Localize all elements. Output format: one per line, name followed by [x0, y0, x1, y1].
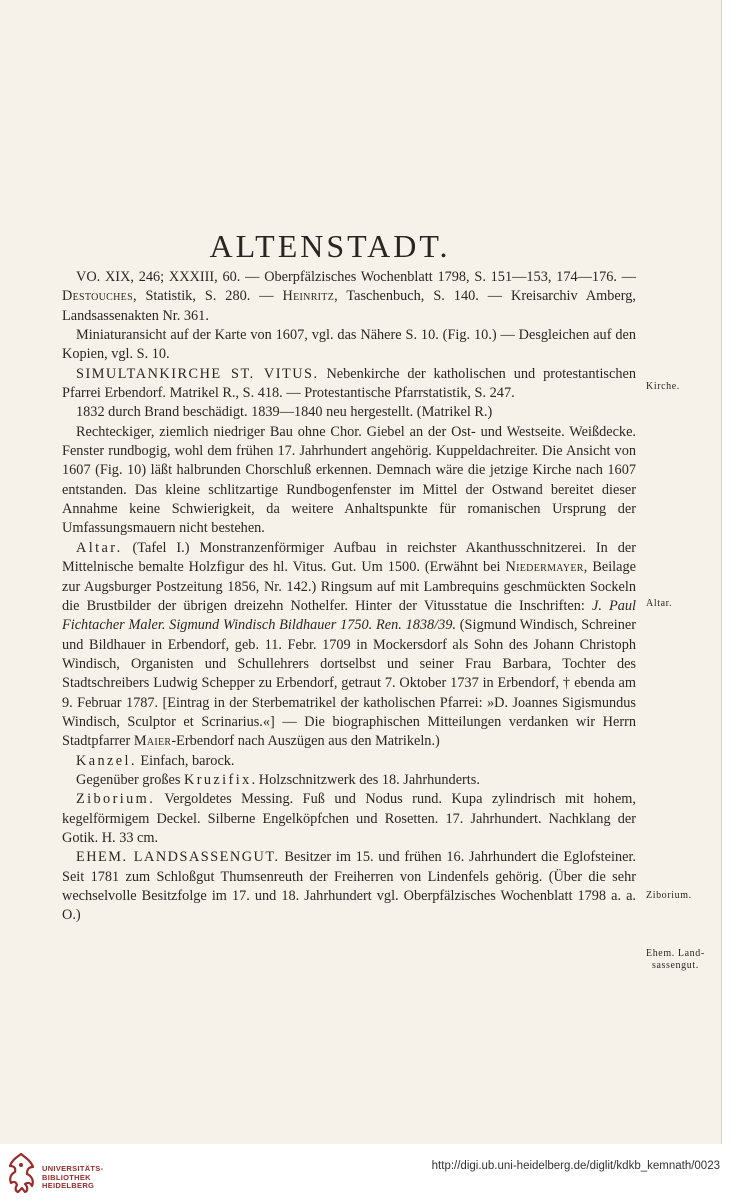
- section-heading: SIMULTANKIRCHE ST. VITUS.: [76, 365, 319, 382]
- body-text: [62, 268, 636, 926]
- paragraph-crucifix: Gegenüber großes Kruzifix. Holzschnitzwerk des 18. Jahrhunderts.: [76, 771, 480, 788]
- section-heading: Kruzifix: [183, 771, 252, 788]
- paragraph-miniature: Miniaturansicht auf der Karte von 1607, vgl. das Nähere S. 10. (Fig. 10.) — Desgleichen auf den Kopien, vgl. S. 10.: [62, 327, 636, 363]
- paragraph-ciborium: Ziborium. Vergoldetes Messing. Fuß und Nodus rund. Kupa zylindrisch mit hohem, kegelförmigem Deckel. Silberne Engelköpfchen und Rosetten. 17. Jahrhundert. Nachklang der Gotik. H. 33 cm.: [62, 791, 636, 846]
- margin-note-altar: Altar.: [646, 598, 673, 609]
- section-heading: Kanzel.: [76, 752, 137, 769]
- footer-bar: [0, 1144, 730, 1200]
- heidelberg-lion-emblem-icon: [6, 1152, 36, 1194]
- margin-note-landsassengut: Ehem. Land- sassengut.: [646, 948, 705, 971]
- library-logo[interactable]: [6, 1152, 146, 1194]
- page-title: ALTENSTADT.: [209, 228, 451, 264]
- paragraph-altar: Altar. (Tafel I.) Monstranzenförmiger Aufbau in reichster Akanthusschnitzerei. In der Mittelnische bemalte Holzfigur des hl. Vitus. Gut. Um 1500. (Erwähnt bei Niedermayer, Beilage zur Augsburger Postzeitung 1856, Nr. 142.) Ringsum auf mit Lambrequins geschmückten Sockeln die Brustbilder der übrigen dreizehn Nothelfer. Hinter der Vitusstatue die Inschriften: J. Paul Fichtacher Maler. Sigmund Windisch Bildhauer 1750. Ren. 1838/39. (Sigmund Windisch, Schreiner und Bildhauer in Erbendorf, geb. 11. Febr. 1709 in Mockersdorf als Sohn des Johann Christoph Windisch, Organisten und Schullehrers dortselbst und seiner Frau Barbara, Tochter des Stadtschreibers Ludwig Schepper zu Erbendorf, getraut 7. Oktober 1737 in Erbendorf, † ebenda am 9. Februar 1787. [Eintrag in der Sterbematrikel der katholischen Pfarrei: »D. Joannes Sigismundus Windisch, Sculptor et Scrinarius.«] — Die biographischen Mitteilungen verdanken wir Herrn Stadtpfarrer Maier-Erbendorf nach Auszügen aus den Matrikeln.): [62, 539, 637, 750]
- section-heading: Ziborium.: [76, 791, 156, 808]
- author-name: Niedermayer: [505, 559, 584, 576]
- author-name: Heinritz: [282, 288, 335, 305]
- section-heading: Altar.: [76, 539, 123, 556]
- library-name: UNIVERSITÄTS- BIBLIOTHEK HEIDELBERG: [42, 1164, 104, 1191]
- author-name: Maier: [133, 733, 172, 750]
- margin-note-kirche: Kirche.: [646, 381, 680, 392]
- paragraph-building: Rechteckiger, ziemlich niedriger Bau ohne Chor. Giebel an der Ost- und Westseite. Weißdecke. Fenster rundbogig, wohl dem frühen 17. Jahrhundert angehörig. Kuppeldachreiter. Die Ansicht von 1607 (Fig. 10) läßt halbrunden Chorschluß erkennen. Demnach wäre die jetzige Kirche nach 1607 entstanden. Das kleine schlitzartige Rundbogenfenster im Mittel der Ostwand bereitet dieser Annahme keine Schwierigkeit, da weitere Anhaltspunkte für romanischen Ursprung der Umfassungsmauern nicht bestehen.: [62, 423, 636, 537]
- section-heading: EHEM. LANDSASSENGUT.: [76, 849, 280, 866]
- permalink-url[interactable]: http://digi.ub.uni-heidelberg.de/diglit/kdkb_kemnath/0023: [431, 1160, 720, 1172]
- paragraph-sources: VO. XIX, 246; XXXIII, 60. — Oberpfälzisches Wochenblatt 1798, S. 151—153, 174—176. — Destouches, Statistik, S. 280. — Heinritz, Taschenbuch, S. 140. — Kreisarchiv Amberg, Landsassenakten Nr. 361.: [62, 269, 636, 324]
- paragraph-church: SIMULTANKIRCHE ST. VITUS. Nebenkirche der katholischen und protestantischen Pfarrei Erbendorf. Matrikel R., S. 418. — Protestantische Pfarrstatistik, S. 247.: [62, 365, 636, 402]
- margin-note-ziborium: Ziborium.: [646, 890, 692, 901]
- paragraph-estate: EHEM. LANDSASSENGUT. Besitzer im 15. und frühen 16. Jahrhundert die Eglofsteiner. Seit 1781 zum Schloßgut Thumsenreuth der Freiherren von Lindenfels gehörig. (Über die sehr wechselvolle Besitzfolge im 17. und 18. Jahrhundert vgl. Oberpfälzisches Wochenblatt 1798 a. a. O.): [62, 849, 636, 924]
- paragraph-history: 1832 durch Brand beschädigt. 1839—1840 neu hergestellt. (Matrikel R.): [76, 404, 493, 421]
- paragraph-pulpit: Kanzel. Einfach, barock.: [76, 752, 235, 769]
- author-name: Destouches: [62, 288, 133, 305]
- inscription: J. Paul Fichtacher Maler. Sigmund Windisch Bildhauer 1750. Ren. 1838/39.: [62, 597, 636, 634]
